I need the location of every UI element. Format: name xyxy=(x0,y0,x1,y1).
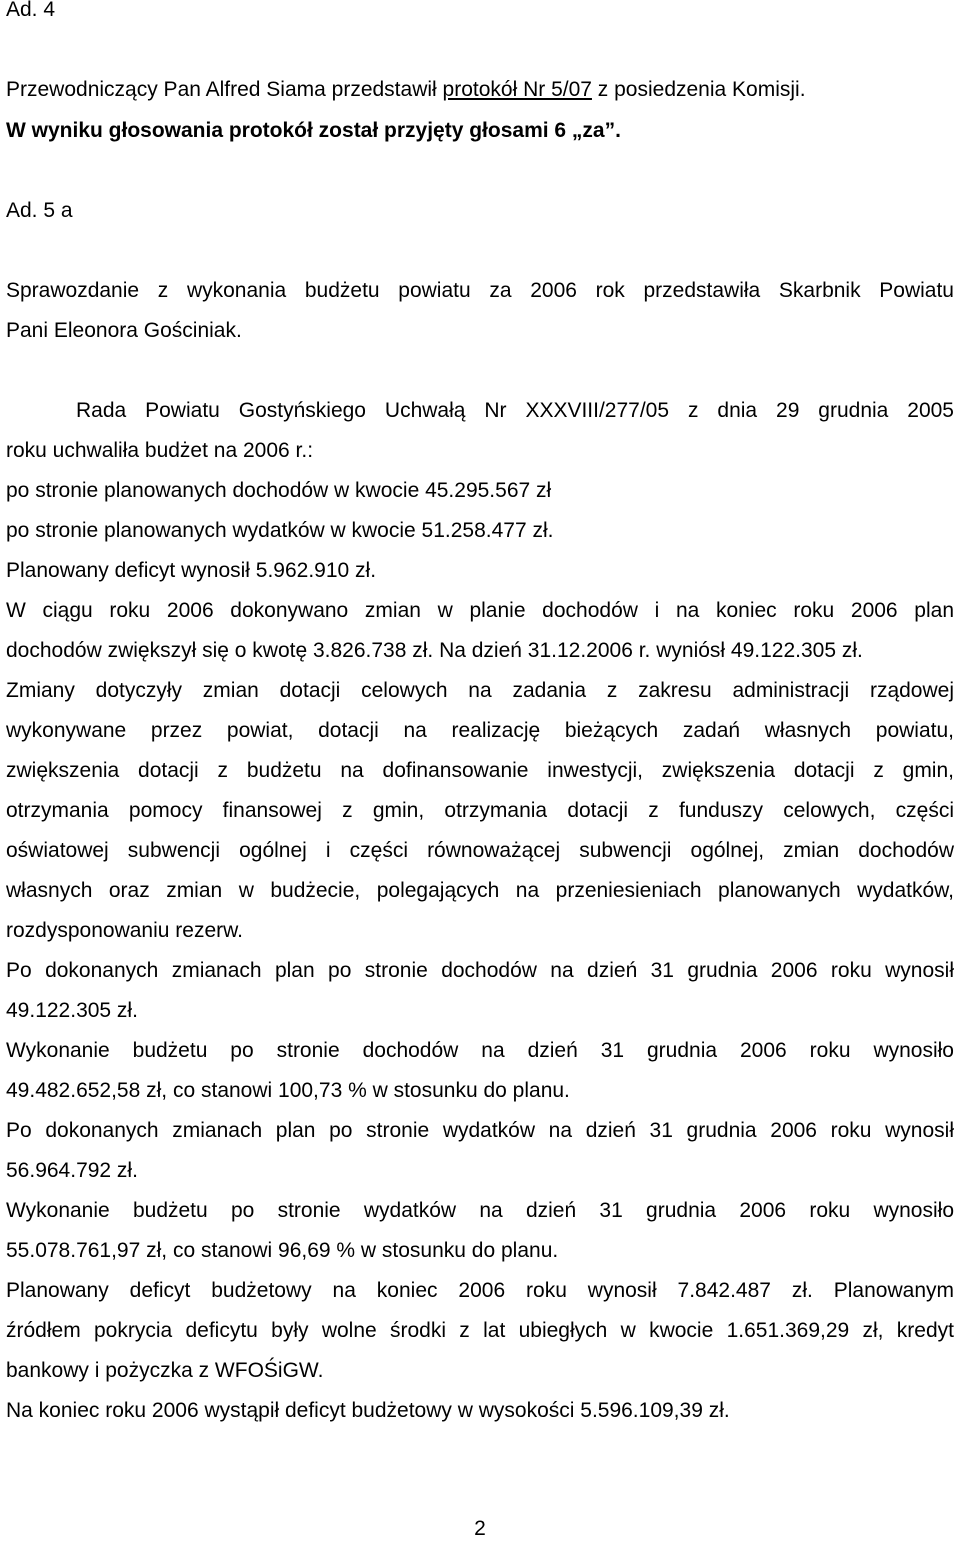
body-line: W ciągu roku 2006 dokonywano zmian w planie dochodów i na koniec roku 2006 plan xyxy=(6,599,954,622)
body-line: źródłem pokrycia deficytu były wolne środki z lat ubiegłych w kwocie 1.651.369,29 zł, kredyt xyxy=(6,1319,954,1342)
body-line: po stronie planowanych wydatków w kwocie 51.258.477 zł. xyxy=(6,519,554,542)
body-line: Planowany deficyt wynosił 5.962.910 zł. xyxy=(6,559,377,582)
protocol-link[interactable]: protokół Nr 5/07 xyxy=(442,78,592,101)
ad4-vote-result: W wyniku głosowania protokół został przyjęty głosami 6 „za”. xyxy=(6,119,621,142)
ad4-paragraph-line-1 xyxy=(6,76,954,104)
body-line: Wykonanie budżetu po stronie dochodów na dzień 31 grudnia 2006 roku wynosiło xyxy=(6,1039,954,1062)
body-line: Na koniec roku 2006 wystąpił deficyt budżetowy w wysokości 5.596.109,39 zł. xyxy=(6,1399,730,1422)
heading-ad4: Ad. 4 xyxy=(6,0,56,21)
ad4-line1-post: z posiedzenia Komisji. xyxy=(591,78,806,101)
body-line: oświatowej subwencji ogólnej i części równoważącej subwencji ogólnej, zmian dochodów xyxy=(6,839,954,862)
body-line: 55.078.761,97 zł, co stanowi 96,69 % w stosunku do planu. xyxy=(6,1239,559,1262)
body-line: bankowy i pożyczka z WFOŚiGW. xyxy=(6,1359,324,1382)
ad5-intro-line: Sprawozdanie z wykonania budżetu powiatu za 2006 rok przedstawiła Skarbnik Powiatu xyxy=(6,279,954,302)
ad5-intro-line: Pani Eleonora Gościniak. xyxy=(6,319,242,342)
body-line: roku uchwaliła budżet na 2006 r.: xyxy=(6,439,314,462)
ad4-line1-pre: Przewodniczący Pan Alfred Siama przedstawił xyxy=(6,78,443,101)
heading-ad5a: Ad. 5 a xyxy=(6,199,73,222)
page-number: 2 xyxy=(474,1517,486,1540)
body-line: Po dokonanych zmianach plan po stronie dochodów na dzień 31 grudnia 2006 roku wynosił xyxy=(6,959,954,982)
body-line: 56.964.792 zł. xyxy=(6,1159,138,1182)
body-line: dochodów zwiększył się o kwotę 3.826.738 zł. Na dzień 31.12.2006 r. wyniósł 49.122.305 zł. xyxy=(6,639,863,662)
body-line: 49.122.305 zł. xyxy=(6,999,138,1022)
body-line: po stronie planowanych dochodów w kwocie 45.295.567 zł xyxy=(6,479,552,502)
body-line: Po dokonanych zmianach plan po stronie wydatków na dzień 31 grudnia 2006 roku wynosił xyxy=(6,1119,954,1142)
body-line: Rada Powiatu Gostyńskiego Uchwałą Nr XXXVIII/277/05 z dnia 29 grudnia 2005 xyxy=(76,399,954,422)
body-line: własnych oraz zmian w budżecie, polegających na przeniesieniach planowanych wydatków, xyxy=(6,879,954,902)
body-line: Wykonanie budżetu po stronie wydatków na dzień 31 grudnia 2006 roku wynosiło xyxy=(6,1199,954,1222)
body-line: wykonywane przez powiat, dotacji na realizację bieżących zadań własnych powiatu, xyxy=(6,719,954,742)
body-line: otrzymania pomocy finansowej z gmin, otrzymania dotacji z funduszy celowych, części xyxy=(6,799,954,822)
body-line: rozdysponowaniu rezerw. xyxy=(6,919,243,942)
body-line: Zmiany dotyczyły zmian dotacji celowych na zadania z zakresu administracji rządowej xyxy=(6,679,954,702)
body-line: zwiększenia dotacji z budżetu na dofinansowanie inwestycji, zwiększenia dotacji z gmin, xyxy=(6,759,954,782)
body-line: 49.482.652,58 zł, co stanowi 100,73 % w stosunku do planu. xyxy=(6,1079,570,1102)
body-line: Planowany deficyt budżetowy na koniec 2006 roku wynosił 7.842.487 zł. Planowanym xyxy=(6,1279,954,1302)
